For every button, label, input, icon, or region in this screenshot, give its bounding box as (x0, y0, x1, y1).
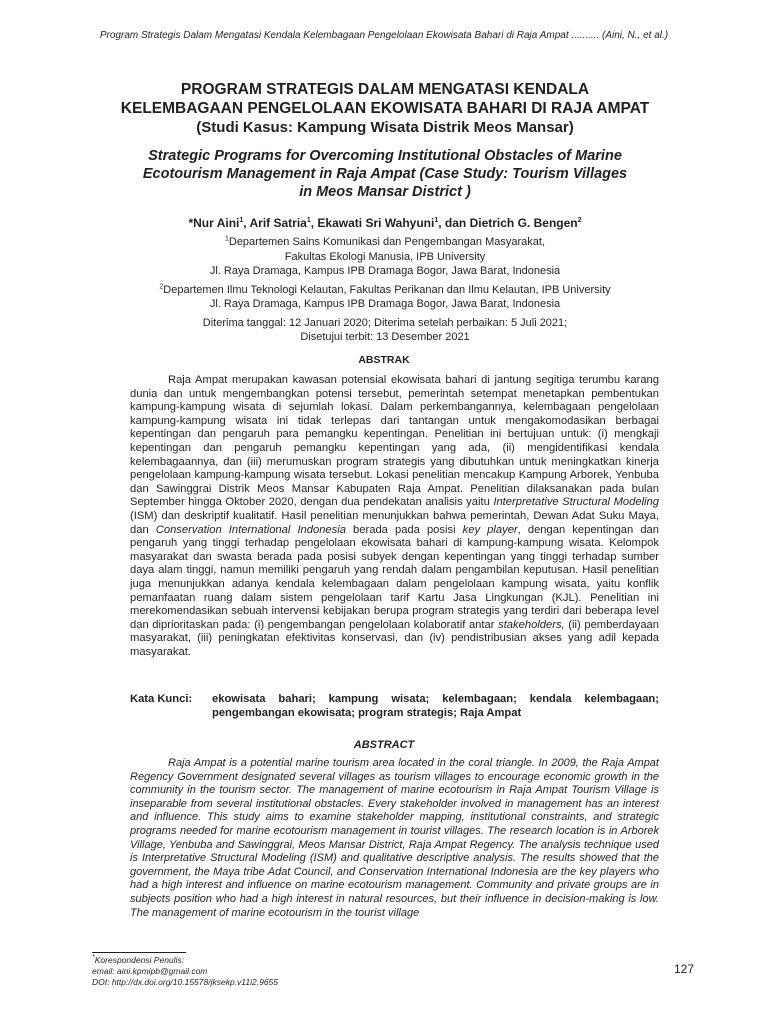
abstrak-text: Raja Ampat merupakan kawasan potensial ekowisata bahari di jantung segitiga terumbu karang dunia dan untuk mengembangkan potensi tersebut, pemerintah setempat menetapkan pembentukan kampung-kampung wisata di sejumlah lokasi. Dalam perkembangannya, kelembagaan pengelolaan kampung-kampung wisata ini tidak terlepas dari tantangan untuk mengakomodasikan berbagai kepentingan dan pengaruh para pemangku kepentingan. Penelitian ini bertujuan untuk: (i) mengkaji kepentingan dan pengaruh pemangku kepentingan yang ada, (ii) mengidentifikasi kendala kelembagaannya, dan (iii) merumuskan program strategis yang dibutuhkan untuk meningkatkan kinerja pengelolaan kampung-kampung wisata tersebut. Lokasi penelitian mencakup Kampung Arborek, Yenbuba dan Sawinggrai Distrik Meos Mansar Kabupaten Raja Ampat. Penelitian dilaksanakan pada bulan September hingga Oktober 2020, dengan dua pendekatan analisis yaitu (130, 374, 659, 509)
footnote (92, 955, 492, 988)
doi-link: DOI: http://dx.doi.org/10.15578/jksekp.v11i2.9655 (92, 977, 279, 987)
title-en-line-1: Strategic Programs for Overcoming Institutional Obstacles of Marine (148, 148, 622, 164)
author-affiliation-mark: 1 (306, 217, 311, 224)
correspondence-text: Korespondensi Penulis: (94, 955, 185, 965)
abstrak-italic-term: Conservation International Indonesia (155, 523, 346, 536)
correspondence-email: email: aini.kpmipb@gmail.com (92, 966, 208, 976)
title-indonesian (60, 80, 710, 118)
title-block (60, 80, 710, 345)
title-en-line-2: Ecotourism Management in Raja Ampat (Case Study: Tourism Villages (142, 166, 628, 182)
author-name: *Nur Aini (188, 216, 240, 230)
abstrak-heading: ABSTRAK (358, 354, 410, 366)
author-name: , Arif Satria (243, 216, 307, 230)
footnote-mark: * (92, 954, 95, 962)
author-list (60, 215, 710, 231)
keywords-label: Kata Kunci: (130, 693, 193, 705)
dates-line-1: Diterima tanggal: 12 Januari 2020; Diterima setelah perbaikan: 5 Juli 2021; (202, 316, 568, 329)
abstrak-italic-term: Interpretative Structural Modeling (493, 496, 659, 509)
title-en-line-3: in Meos Mansar District ) (299, 184, 471, 200)
page-number: 127 (673, 962, 694, 976)
dates-line-2: Disetujui terbit: 13 Desember 2021 (300, 331, 470, 343)
author-affiliation-mark: 2 (577, 217, 582, 224)
author-affiliation-mark: 1 (434, 217, 439, 224)
author-name: , Ekawati Sri Wahyuni (310, 216, 435, 230)
correspondence-label (92, 955, 492, 966)
abstrak-text: , dengan kepentingan dan pengaruh yang tinggi terhadap pengelolaan ekowisata bahari di kampung-kampung wisata. Kelompok masyarakat dan swasta berada pada posisi subyek dengan kepentingan yang tinggi terhadap sumber daya alam tinggi, namun memiliki pengaruh yang rendah dalam pengambilan keputusan. Hasil penelitian juga menunjukkan adanya kendala kelembagaan dalam pengelolaan kampung wisata, yaitu konflik pemanfaatan ruang dalam sistem pengelolaan tarif Kartu Jasa Lingkungan (KJL). Penelitian ini merekomendasikan sebuah intervensi kebijakan berupa program strategis yang terdiri dari beberapa level dan diprioritaskan pada: (i) pengembangan pengelolaan kolaboratif antar (130, 523, 659, 631)
affiliation-1 (60, 235, 710, 279)
abstract-english-body (130, 757, 659, 920)
keywords-text: ekowisata bahari; kampung wisata; kelembagaan; kendala kelembagaan; pengembangan ekowisata; program strategis; Raja Ampat (212, 693, 659, 719)
abstract-paragraph: Raja Ampat is a potential marine tourism area located in the coral triangle. In 2009, the Raja Ampat Regency Government designated several villages as tourism villages to encourage economic growth in the community in the tourism sector. The management of marine ecotourism in Raja Ampat Tourism Village is inseparable from several institutional obstacles. Every stakeholder involved in management has an interest and influence. This study aims to examine stakeholder mapping, institutional constraints, and strategic programs needed for marine ecotourism management in tourist villages. The research location is in Arborek Village, Yenbuba and Sawinggrai, Meos Mansar District, Raja Ampat Regency. The analysis technique used is Interpretative Structural Modeling (ISM) and qualitative descriptive analysis. The results showed that the government, the Maya tribe Adat Council, and Conservation International Indonesia are the key players who had a high interest and influence on marine ecotourism management. Community and private groups are in subjects position who had a high interest in natural resources, but their influence in decision-making is low. The management of marine ecotourism in the tourist village (130, 757, 659, 919)
keywords (130, 692, 659, 720)
running-header: Program Strategis Dalam Mengatasi Kendala Kelembagaan Pengelolaan Ekowisata Bahari di Raja Ampat .......... (Aini, N., et al.) (99, 30, 669, 41)
subtitle-indonesian: (Studi Kasus: Kampung Wisata Distrik Meos Mansar) (196, 119, 574, 136)
abstrak-italic-term: key player (462, 523, 518, 536)
abstract-heading: ABSTRACT (353, 739, 415, 751)
footnote-divider (92, 952, 186, 953)
affiliation-line: Fakultas Ekologi Manusia, IPB University (284, 250, 486, 263)
affiliation-line: Jl. Raya Dramaga, Kampus IPB Dramaga Bogor, Jawa Barat, Indonesia (209, 298, 561, 310)
affiliation-mark: 1 (224, 235, 229, 243)
affiliation-line: Departemen Sains Komunikasi dan Pengembangan Masyarakat, (228, 236, 546, 248)
affiliation-mark: 2 (159, 282, 164, 290)
affiliation-line: Departemen Ilmu Teknologi Kelautan, Fakultas Perikanan dan Ilmu Kelautan, IPB University (163, 283, 611, 296)
submission-dates (60, 316, 710, 345)
abstrak-text: berada pada posisi (345, 523, 463, 536)
title-id-line-1: PROGRAM STRATEGIS DALAM MENGATASI KENDALA (180, 81, 590, 98)
abstrak-paragraph (130, 374, 659, 659)
abstrak-text: (ISM) dan deskriptif kualitatif. Hasil penelitian menunjukkan bahwa pemerintah, Dewan Adat Suku Maya, dan (130, 509, 659, 536)
abstrak-text: (ii) pemberdayaan masyarakat, (iii) peningkatan efektivitas konservasi, dan (iv) pendistribusian akses yang adil kepada masyarakat. (130, 618, 659, 658)
affiliation-2 (60, 283, 710, 312)
abstrak-body (130, 374, 659, 659)
author-name: , dan Dietrich G. Bengen (438, 216, 578, 230)
abstrak-italic-term: stakeholders, (498, 618, 565, 631)
affiliation-line: Jl. Raya Dramaga, Kampus IPB Dramaga Bogor, Jawa Barat, Indonesia (209, 265, 561, 277)
title-english (60, 147, 710, 201)
author-affiliation-mark: 1 (239, 217, 244, 224)
title-id-line-2: KELEMBAGAAN PENGELOLAAN EKOWISATA BAHARI DI RAJA AMPAT (120, 100, 650, 117)
